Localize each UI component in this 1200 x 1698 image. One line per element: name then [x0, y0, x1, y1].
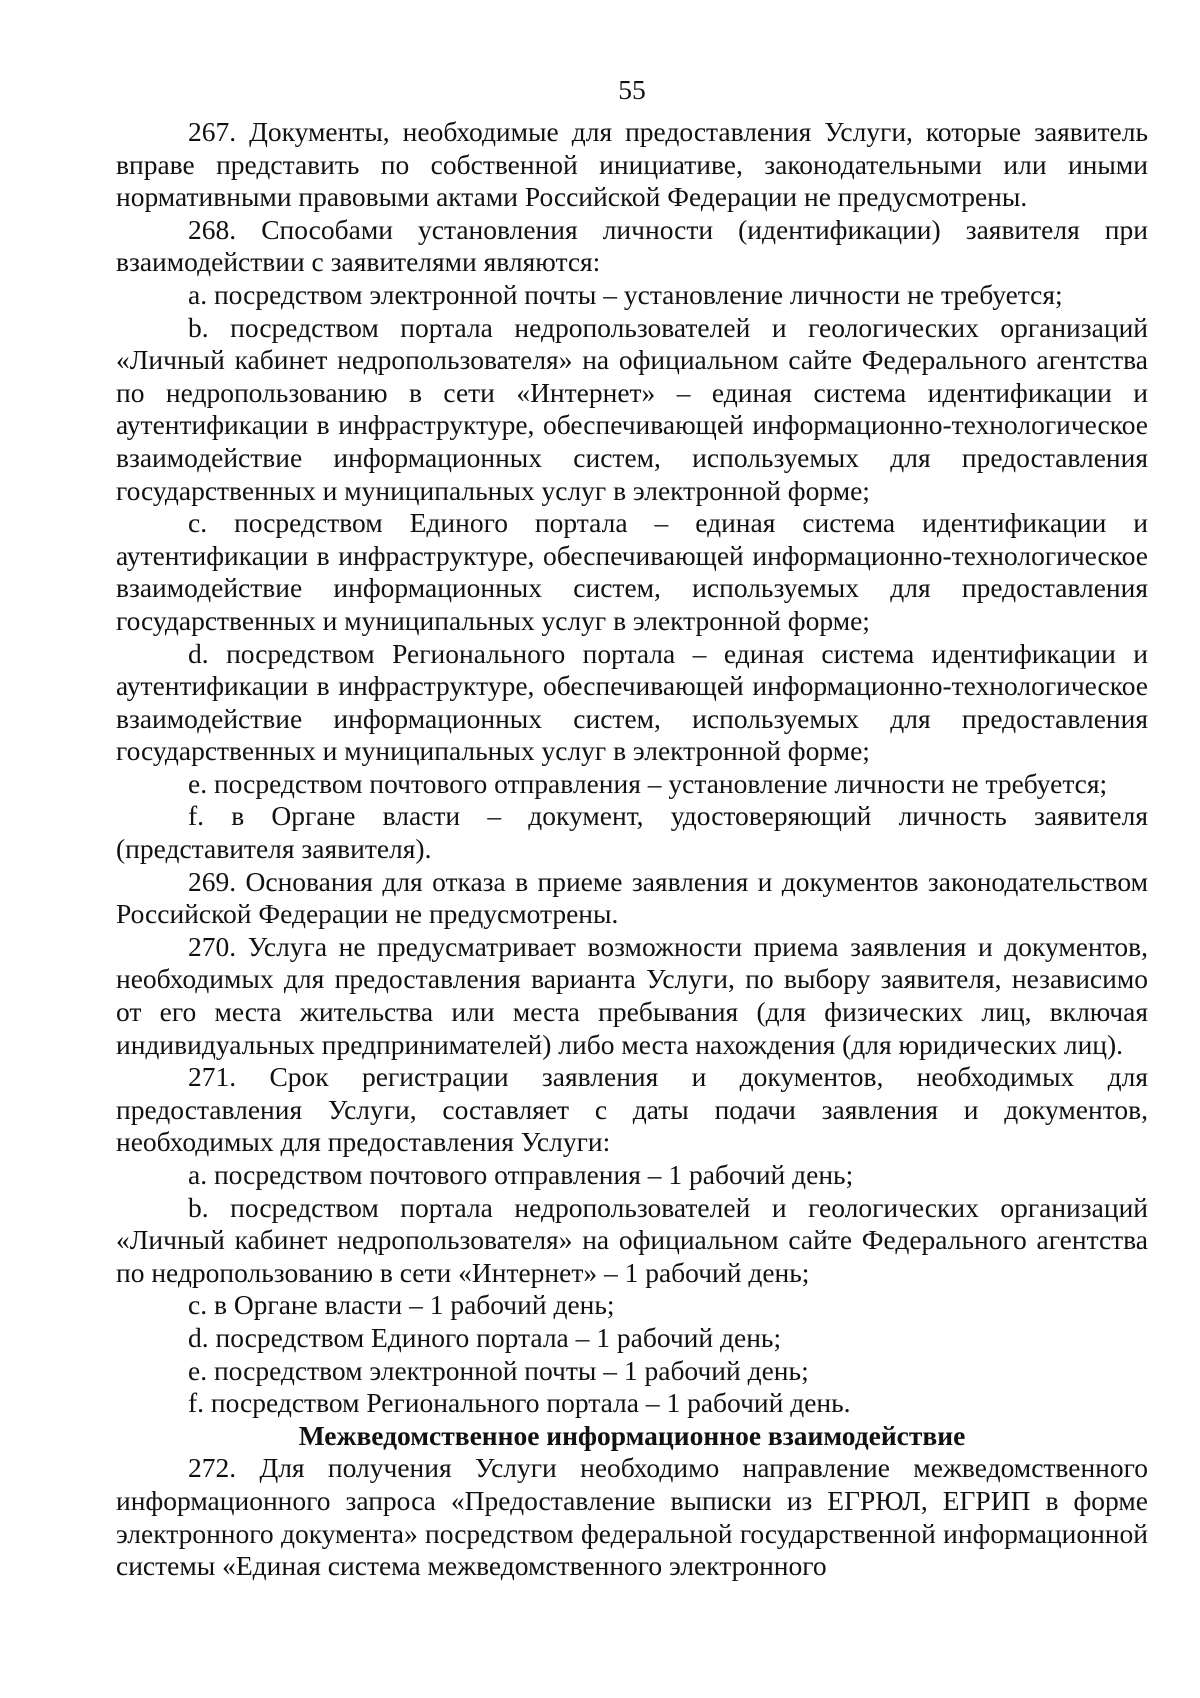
paragraph: 271. Срок регистрации заявления и документов, необходимых для предоставления Услуги, составляет с даты подачи заявления и документов, необходимых для предоставления Услуги: — [116, 1061, 1148, 1158]
paragraph: 269. Основания для отказа в приеме заявления и документов законодательством Российской Федерации не предусмотрены. — [116, 865, 1148, 930]
paragraph: 272. Для получения Услуги необходимо направление межведомственного информационного запроса «Предоставление выписки из ЕГРЮЛ, ЕГРИП в форме электронного документа» посредством федеральной государственной информационной системы «Единая система межведомственного электронного — [116, 1452, 1148, 1582]
paragraph: d. посредством Регионального портала – единая система идентификации и аутентификации в инфраструктуре, обеспечивающей информационно-технологическое взаимодействие информационных систем, используемых для предоставления государственных и муниципальных услуг в электронной форме; — [116, 637, 1148, 767]
paragraph: a. посредством электронной почты – установление личности не требуется; — [188, 278, 1063, 310]
paragraph: c. в Органе власти – 1 рабочий день; — [188, 1289, 615, 1321]
paragraph: 267. Документы, необходимые для предоставления Услуги, которые заявитель вправе представить по собственной инициативе, законодательными или иными нормативными правовыми актами Российской Федерации не предусмотрены. — [116, 116, 1148, 213]
section-heading: Межведомственное информационное взаимодействие — [298, 1419, 966, 1451]
paragraph: e. посредством электронной почты – 1 рабочий день; — [188, 1354, 809, 1386]
paragraph: d. посредством Единого портала – 1 рабочий день; — [188, 1321, 782, 1353]
paragraph: f. посредством Регионального портала – 1 рабочий день. — [188, 1387, 851, 1419]
paragraph: c. посредством Единого портала – единая система идентификации и аутентификации в инфраструктуре, обеспечивающей информационно-технологическое взаимодействие информационных систем, используемых для предоставления государственных и муниципальных услуг в электронной форме; — [116, 507, 1148, 636]
page-number: 55 — [618, 74, 646, 105]
paragraph: e. посредством почтового отправления – установление личности не требуется; — [188, 767, 1108, 799]
paragraph: f. в Органе власти – документ, удостоверяющий личность заявителя (представителя заявителя). — [116, 800, 1148, 865]
paragraph: 268. Способами установления личности (идентификации) заявителя при взаимодействии с заявителями являются: — [116, 213, 1148, 278]
document-body — [116, 116, 1148, 1583]
paragraph: 270. Услуга не предусматривает возможности приема заявления и документов, необходимых для предоставления варианта Услуги, по выбору заявителя, независимо от его места жительства или места пребывания (для физических лиц, включая индивидуальных предпринимателей) либо места нахождения (для юридических лиц). — [116, 930, 1148, 1060]
paragraph: b. посредством портала недропользователей и геологических организаций «Личный кабинет недропользователя» на официальном сайте Федерального агентства по недропользованию в сети «Интернет» – единая система идентификации и аутентификации в инфраструктуре, обеспечивающей информационно-технологическое взаимодействие информационных систем, используемых для предоставления государственных и муниципальных услуг в электронной форме; — [116, 311, 1148, 506]
paragraph: b. посредством портала недропользователей и геологических организаций «Личный кабинет недропользователя» на официальном сайте Федерального агентства по недропользованию в сети «Интернет» – 1 рабочий день; — [116, 1191, 1148, 1288]
paragraph: a. посредством почтового отправления – 1 рабочий день; — [188, 1159, 854, 1190]
